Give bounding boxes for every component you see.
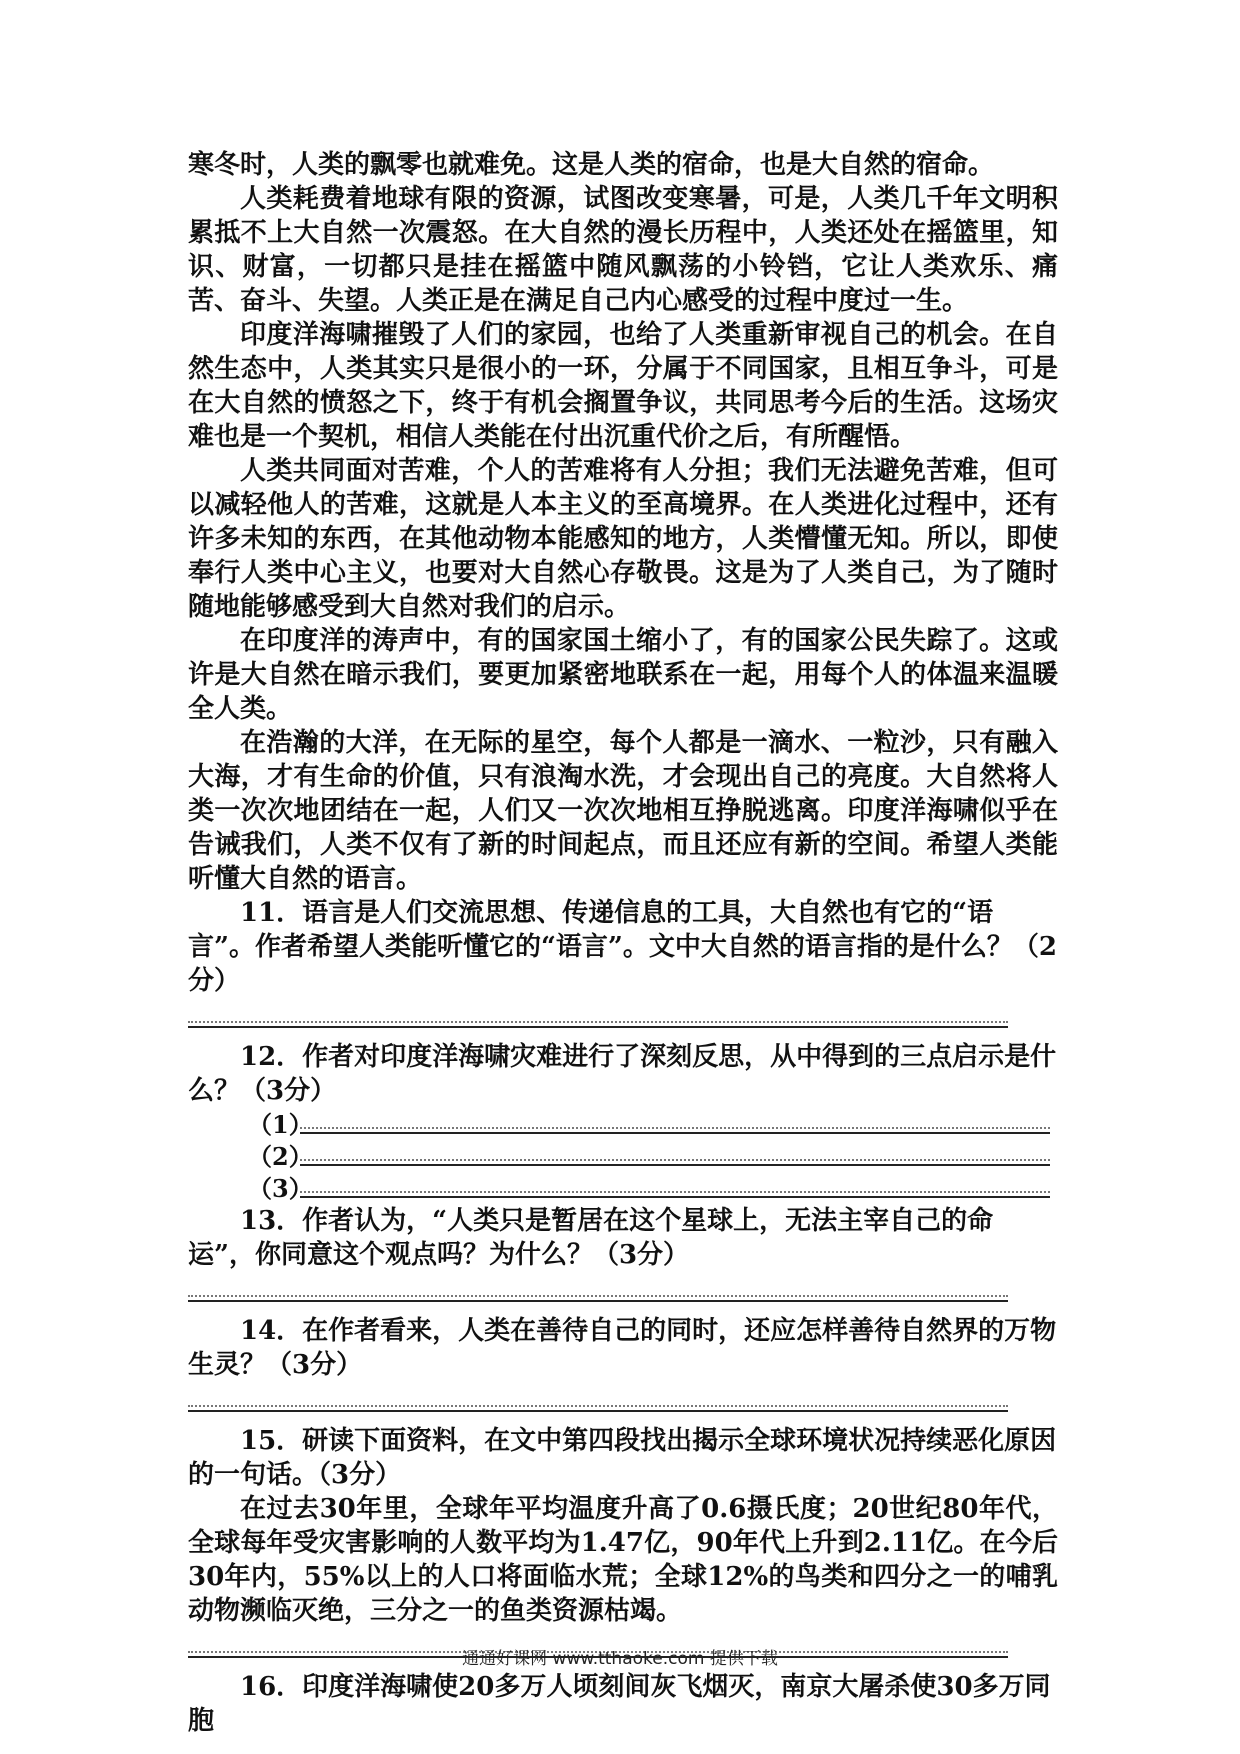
answer-label-12-1: （1）: [248, 1110, 313, 1139]
answer-label-12-2: （2）: [248, 1142, 313, 1171]
answer-line-12-2[interactable]: [300, 1144, 1050, 1166]
answer-line-13[interactable]: [188, 1278, 1008, 1302]
answer-label-12-3: （3）: [248, 1174, 313, 1203]
question-15: 15．研读下面资料，在文中第四段找出揭示全球环境状况持续恶化原因的一句话。（3分）: [188, 1426, 1057, 1490]
passage-paragraph-3: 印度洋海啸摧毁了人们的家园，也给了人类重新审视自己的机会。在自然生态中，人类其实只是很小的一环，分属于不同国家，且相互争斗，可是在大自然的愤怒之下，终于有机会搁置争议，共同思考今后的生活。这场灾难也是一个契机，相信人类能在付出沉重代价之后，有所醒悟。: [188, 320, 1058, 452]
answer-row-12-2: [188, 1140, 1058, 1172]
question-16: 16．印度洋海啸使20多万人顷刻间灰飞烟灭，南京大屠杀使30多万同胞: [188, 1672, 1051, 1736]
passage-paragraph-1: 寒冬时，人类的飘零也就难免。这是人类的宿命，也是大自然的宿命。: [188, 150, 995, 180]
question-15-material: 在过去30年里，全球年平均温度升高了0.6摄氏度；20世纪80年代，全球每年受灾害影响的人数平均为1.47亿，90年代上升到2.11亿。在今后30年内，55%以上的人口将面临水荒；全球12%的鸟类和四分之一的哺乳动物濒临灭绝，三分之一的鱼类资源枯竭。: [188, 1494, 1058, 1626]
page-content: [188, 148, 1058, 1738]
answer-row-12-3: [188, 1172, 1058, 1204]
answer-line-12-3[interactable]: [300, 1176, 1050, 1198]
passage-paragraph-2: 人类耗费着地球有限的资源，试图改变寒暑，可是，人类几千年文明积累抵不上大自然一次震怒。在大自然的漫长历程中，人类还处在摇篮里，知识、财富，一切都只是挂在摇篮中随风飘荡的小铃铛，它让人类欢乐、痛苦、奋斗、失望。人类正是在满足自己内心感受的过程中度过一生。: [188, 184, 1058, 316]
passage-paragraph-6: 在浩瀚的大洋，在无际的星空，每个人都是一滴水、一粒沙，只有融入大海，才有生命的价值，只有浪淘水洗，才会现出自己的亮度。大自然将人类一次次地团结在一起，人们又一次次地相互挣脱逃离。印度洋海啸似乎在告诫我们，人类不仅有了新的时间起点，而且还应有新的空间。希望人类能听懂大自然的语言。: [188, 728, 1058, 894]
answer-line-11[interactable]: [188, 1004, 1008, 1028]
question-12: 12．作者对印度洋海啸灾难进行了深刻反思，从中得到的三点启示是什么？（3分）: [188, 1042, 1057, 1106]
page-footer: 通通好课网 www.tthaoke.com 提供下载: [462, 1649, 778, 1669]
passage-paragraph-4: 人类共同面对苦难，个人的苦难将有人分担；我们无法避免苦难，但可以减轻他人的苦难，这就是人本主义的至高境界。在人类进化过程中，还有许多未知的东西，在其他动物本能感知的地方，人类懵懂无知。所以，即使奉行人类中心主义，也要对大自然心存敬畏。这是为了人类自己，为了随时随地能够感受到大自然对我们的启示。: [188, 456, 1058, 622]
question-13: 13．作者认为，“人类只是暂居在这个星球上，无法主宰自己的命运”，你同意这个观点吗？为什么？（3分）: [188, 1206, 994, 1270]
answer-line-12-1[interactable]: [300, 1112, 1050, 1134]
question-11: 11．语言是人们交流思想、传递信息的工具，大自然也有它的“语言”。作者希望人类能听懂它的“语言”。文中大自然的语言指的是什么？（2分）: [188, 898, 1057, 996]
passage-paragraph-5: 在印度洋的涛声中，有的国家国土缩小了，有的国家公民失踪了。这或许是大自然在暗示我们，要更加紧密地联系在一起，用每个人的体温来温暖全人类。: [188, 626, 1058, 724]
answer-line-14[interactable]: [188, 1388, 1008, 1412]
answer-row-12-1: [188, 1108, 1058, 1140]
question-14: 14．在作者看来，人类在善待自己的同时，还应怎样善待自然界的万物生灵？（3分）: [188, 1316, 1057, 1380]
